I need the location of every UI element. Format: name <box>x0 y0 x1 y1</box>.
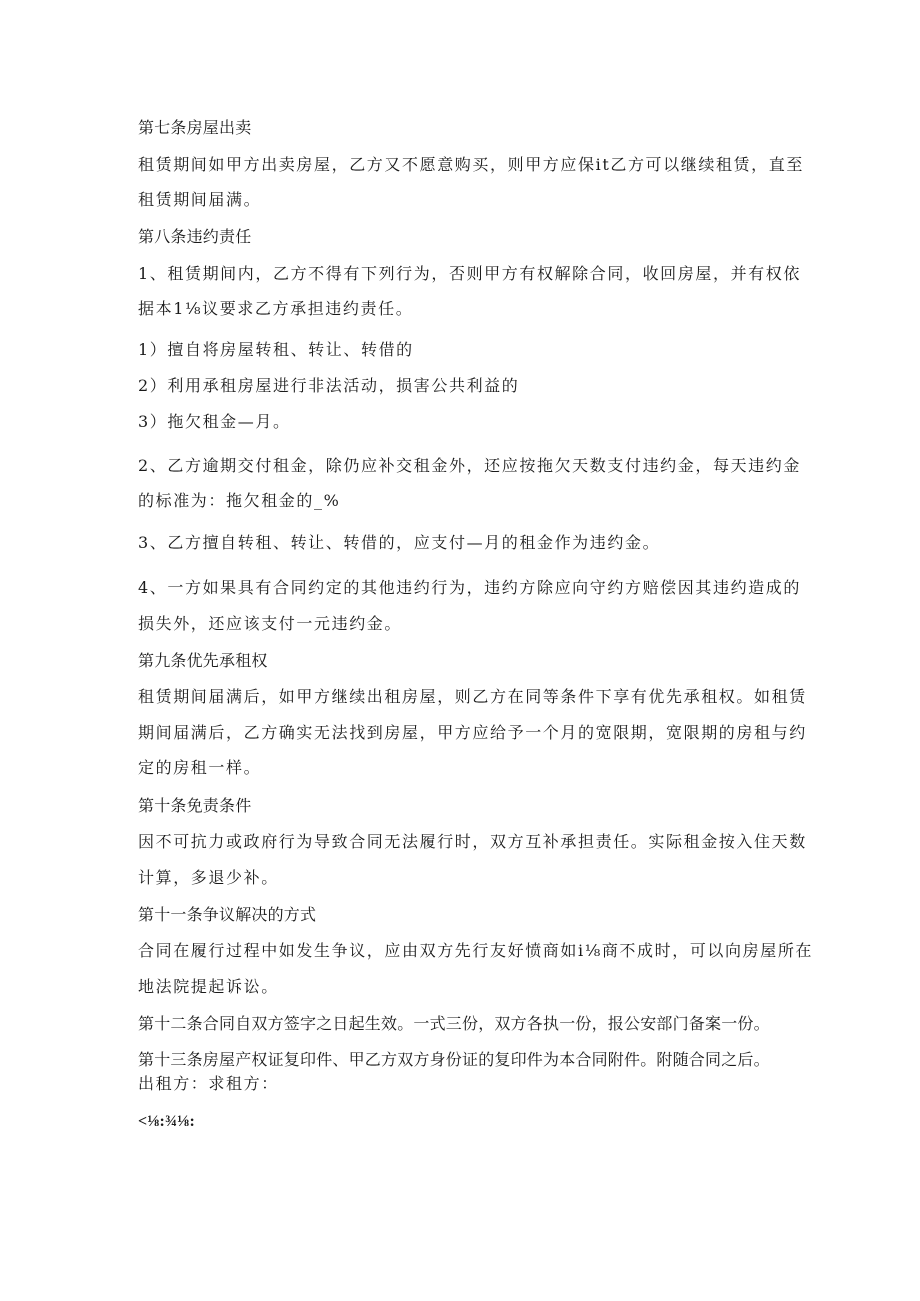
article-10-heading: 第十条免责条件 <box>138 796 252 815</box>
article-9-text-line-3: 定的房租一样。 <box>138 758 262 777</box>
article-8-subitem-2: 2）利用承租房屋进行非法活动，损害公共利益的 <box>138 376 520 395</box>
article-9-text-line-1: 租赁期间届满后，如甲方继续出租房屋，则乙方在同等条件下享有优先承租权。如租赁 <box>138 687 807 706</box>
article-9-text-line-2: 期间届满后，乙方确实无法找到房屋，甲方应给予一个月的宽限期，宽限期的房租与约 <box>138 723 807 742</box>
article-8-item-2-line-2: 的标准为：拖欠租金的_% <box>138 491 341 510</box>
article-12-text: 第十二条合同自双方签字之日起生效。一式三份，双方各执一份，报公安部门备案一份。 <box>138 1014 770 1033</box>
article-8-subitem-3: 3）拖欠租金—月。 <box>138 412 291 431</box>
article-7-text-line-1: 租赁期间如甲方出卖房屋，乙方又不愿意购买，则甲方应保it乙方可以继续租赁，直至 <box>138 155 804 174</box>
article-8-item-1-line-1: 1、租赁期间内，乙方不得有下列行为，否则甲方有权解除合同，收回房屋，并有权依 <box>138 264 801 283</box>
article-11-heading: 第十一条争议解决的方式 <box>138 905 317 924</box>
article-11-text-line-1: 合同在履行过程中如发生争议，应由双方先行友好愤商如i⅛商不成时，可以向房屋所在 <box>138 941 814 960</box>
article-7-heading: 第七条房屋出卖 <box>138 118 252 137</box>
article-8-item-4-line-2: 损失外，还应该支付一元违约金。 <box>138 614 403 633</box>
article-8-subitem-1: 1）擅自将房屋转租、转让、转借的 <box>138 340 414 359</box>
article-7-text-line-2: 租赁期间届满。 <box>138 190 262 209</box>
article-13-text: 第十三条房屋产权证复印件、甲乙方双方身份证的复印件为本合同附件。附随合同之后。 <box>138 1050 770 1069</box>
article-11-text-line-2: 地法院提起诉讼。 <box>138 977 279 996</box>
article-8-heading: 第八条违约责任 <box>138 227 252 246</box>
article-10-text-line-1: 因不可抗力或政府行为导致合同无法履行时，双方互补承担责任。实际租金按入住天数 <box>138 832 807 851</box>
signature-parties: 出租方：求租方： <box>138 1074 279 1093</box>
signature-garbled: <⅛:¾⅛: <box>138 1113 195 1130</box>
article-10-text-line-2: 计算，多退少补。 <box>138 868 279 887</box>
article-8-item-4-line-1: 4、一方如果具有合同约定的其他违约行为，违约方除应向守约方赔偿因其违约造成的 <box>138 578 801 597</box>
article-8-item-1-line-2: 据本1⅛议要求乙方承担违约责任。 <box>138 299 414 318</box>
article-8-item-2-line-1: 2、乙方逾期交付租金，除仍应补交租金外，还应按拖欠天数支付违约金，每天违约金 <box>138 456 801 475</box>
article-8-item-3: 3、乙方擅自转租、转让、转借的，应支付—月的租金作为违约金。 <box>138 533 661 552</box>
article-9-heading: 第九条优先承租权 <box>138 651 268 670</box>
